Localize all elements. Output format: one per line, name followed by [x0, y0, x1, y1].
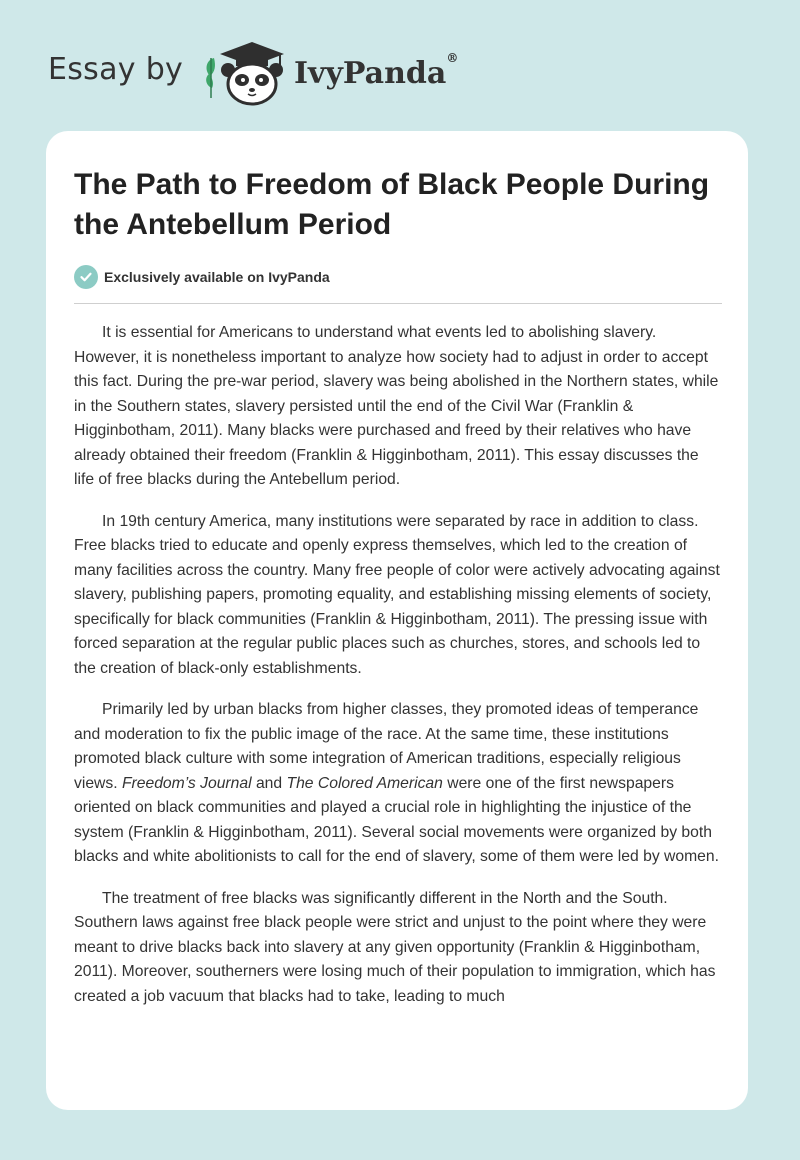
paragraph-2: In 19th century America, many institutions were separated by race in addition to class. Free blacks tried to educate and openly express themselves, which led to the creation of many facilities across the country. Many free people of color were actively advocating against slavery, publishing papers, promoting equality, and establishing missing elements of society, specifically for black communities (Franklin & Higginbotham, 2011). The pressing issue with forced separation at the regular public places such as churches, stores, and schools led to the creation of black-only establishments.	[74, 512, 720, 677]
exclusive-badge-label: Exclusively available on IvyPanda	[104, 269, 330, 285]
newspaper-title-colored-american: The Colored American	[286, 774, 443, 792]
essay-by-label: Essay by	[48, 52, 184, 87]
registered-mark: ®	[446, 51, 459, 65]
ivypanda-logo-icon[interactable]	[200, 36, 292, 108]
exclusive-badge	[74, 265, 330, 289]
paragraph-4: The treatment of free blacks was significantly different in the North and the South. Southern laws against free black people were strict and unjust to the point where they were meant to drive blacks back into slavery at any given opportunity (Franklin & Higginbotham, 2011). Moreover, southerners were losing much of their population to immigration, which has created a job vacuum that blacks had to take, leading to much	[74, 889, 716, 1005]
paragraph-3: Primarily led by urban blacks from higher classes, they promoted ideas of temperance and moderation to fix the public image of the race. At the same time, these institutions promoted black culture with some integration of American traditions, especially religious views. Freedom’s Journal and The Colored American were one of the first newspapers oriented on black communities and played a crucial role in highlighting the injustice of the system (Franklin & Higginbotham, 2011). Several social movements were organized by both blacks and white abolitionists to call for the end of slavery, some of them were led by women.	[74, 701, 719, 865]
brand-name[interactable]: IvyPanda®	[294, 51, 459, 91]
site-header	[0, 0, 800, 130]
article-body	[74, 321, 722, 1026]
article-title: The Path to Freedom of Black People During the Antebellum Period	[74, 168, 710, 241]
check-circle-icon	[74, 265, 98, 289]
newspaper-title-freedoms-journal: Freedom’s Journal	[121, 774, 252, 792]
divider	[74, 303, 722, 304]
paragraph-1: It is essential for Americans to understand what events led to abolishing slavery. However, it is nonetheless important to analyze how society had to adjust in order to accept this fact. During the pre-war period, slavery was being abolished in the Northern states, while in the Southern states, slavery persisted until the end of the Civil War (Franklin & Higginbotham, 2011). Many blacks were purchased and freed by their relatives who have already obtained their freedom (Franklin & Higginbotham, 2011). This essay discusses the life of free blacks during the Antebellum period.	[74, 324, 719, 488]
article-card	[46, 131, 748, 1110]
